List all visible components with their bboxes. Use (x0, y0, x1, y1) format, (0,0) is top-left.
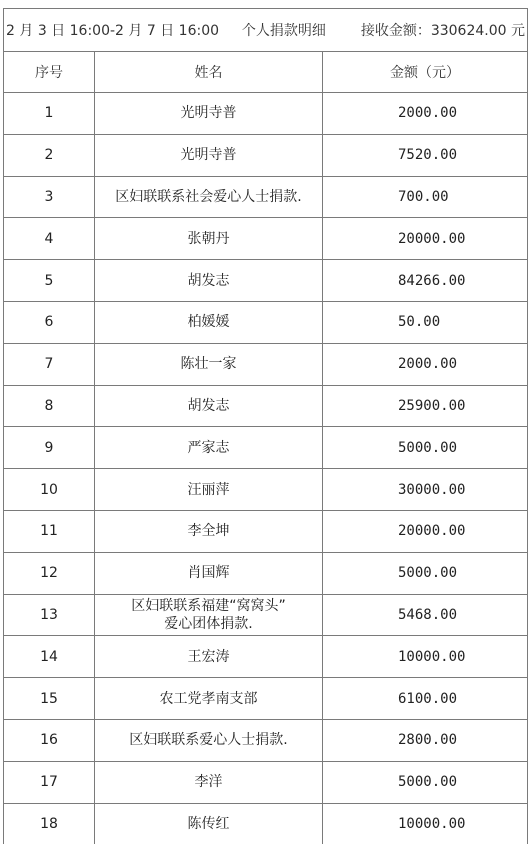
title-row (4, 9, 528, 52)
table-row (4, 719, 528, 761)
table-row (4, 301, 528, 343)
row-number: 11 (4, 510, 95, 552)
row-number: 18 (4, 803, 95, 844)
header-amount: 金额（元） (323, 52, 528, 93)
row-name: 王宏涛 (95, 636, 323, 678)
title-period: 2 月 3 日 16:00-2 月 7 日 16:00 (6, 23, 220, 39)
title-subject: 个人捐款明细 (241, 23, 326, 39)
row-name: 陈壮一家 (95, 343, 323, 385)
row-amount: 5000.00 (323, 761, 528, 803)
table-row (4, 469, 528, 511)
row-amount: 10000.00 (323, 803, 528, 844)
title-cell (4, 9, 528, 52)
row-name: 柏媛媛 (95, 301, 323, 343)
table-row (4, 636, 528, 678)
header-number: 序号 (4, 52, 95, 93)
row-number: 8 (4, 385, 95, 427)
table-row (4, 343, 528, 385)
row-name: 李洋 (95, 761, 323, 803)
row-name: 区妇联联系爱心人士捐款. (95, 719, 323, 761)
row-name: 李全坤 (95, 510, 323, 552)
row-number: 9 (4, 427, 95, 469)
table-row (4, 552, 528, 594)
row-number: 3 (4, 176, 95, 218)
row-name: 区妇联联系福建“窝窝头” 爱心团体捐款. (95, 594, 323, 636)
row-number: 7 (4, 343, 95, 385)
row-number: 4 (4, 218, 95, 260)
row-amount: 6100.00 (323, 678, 528, 720)
row-number: 16 (4, 719, 95, 761)
row-amount: 2800.00 (323, 719, 528, 761)
row-number: 6 (4, 301, 95, 343)
row-amount: 7520.00 (323, 134, 528, 176)
row-amount: 25900.00 (323, 385, 528, 427)
row-number: 2 (4, 134, 95, 176)
table-row (4, 594, 528, 636)
row-name: 严家志 (95, 427, 323, 469)
row-name: 区妇联联系社会爱心人士捐款. (95, 176, 323, 218)
row-name: 光明寺普 (95, 93, 323, 135)
row-number: 1 (4, 93, 95, 135)
row-amount: 2000.00 (323, 93, 528, 135)
row-name: 张朝丹 (95, 218, 323, 260)
header-row (4, 52, 528, 93)
row-number: 14 (4, 636, 95, 678)
row-name: 胡发志 (95, 385, 323, 427)
row-name: 汪丽萍 (95, 469, 323, 511)
row-amount: 20000.00 (323, 218, 528, 260)
table-row (4, 134, 528, 176)
row-number: 13 (4, 594, 95, 636)
row-number: 5 (4, 260, 95, 302)
row-name: 光明寺普 (95, 134, 323, 176)
row-amount: 20000.00 (323, 510, 528, 552)
row-amount: 30000.00 (323, 469, 528, 511)
table-row (4, 510, 528, 552)
row-name: 胡发志 (95, 260, 323, 302)
total-label: 接收金额： (360, 23, 431, 39)
donation-table (3, 8, 528, 844)
row-amount: 2000.00 (323, 343, 528, 385)
table-row (4, 218, 528, 260)
row-name: 农工党孝南支部 (95, 678, 323, 720)
table-row (4, 176, 528, 218)
row-name: 陈传红 (95, 803, 323, 844)
table-row (4, 803, 528, 844)
row-amount: 50.00 (323, 301, 528, 343)
header-name: 姓名 (95, 52, 323, 93)
table-row (4, 427, 528, 469)
donation-table-body (4, 9, 528, 845)
row-amount: 10000.00 (323, 636, 528, 678)
row-number: 17 (4, 761, 95, 803)
table-row (4, 761, 528, 803)
table-row (4, 678, 528, 720)
row-amount: 5468.00 (323, 594, 528, 636)
table-row (4, 93, 528, 135)
row-number: 10 (4, 469, 95, 511)
row-name: 肖国辉 (95, 552, 323, 594)
row-amount: 84266.00 (323, 260, 528, 302)
row-number: 12 (4, 552, 95, 594)
row-amount: 5000.00 (323, 427, 528, 469)
row-amount: 700.00 (323, 176, 528, 218)
table-row (4, 385, 528, 427)
table-row (4, 260, 528, 302)
row-number: 15 (4, 678, 95, 720)
row-amount: 5000.00 (323, 552, 528, 594)
total-value: 330624.00 元 (430, 23, 525, 39)
